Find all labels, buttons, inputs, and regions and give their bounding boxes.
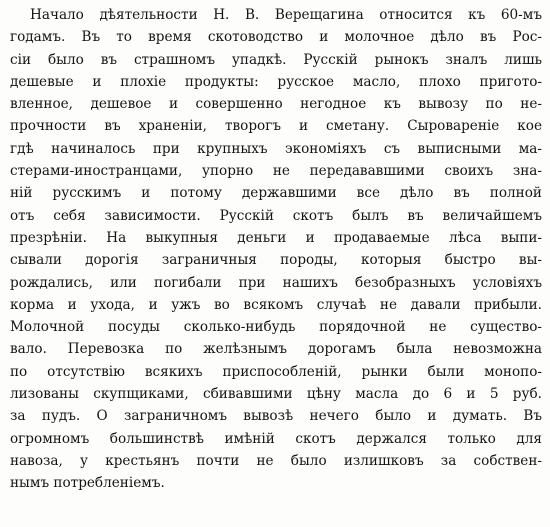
text-line: дешевые и плохіе продукты: русское масло, плохо пригото- bbox=[10, 73, 542, 90]
text-line: за пудъ. О заграничномъ вывозѣ нечего было и думать. Въ bbox=[10, 408, 542, 425]
text-line: стерами-иностранцами, упорно не передававшими своихъ зна- bbox=[10, 163, 542, 180]
text-line: прочности въ храненіи, творогъ и сметану. Сыровареніе кое bbox=[10, 118, 542, 135]
text-line: огромномъ большинствѣ имѣній скотъ держался только для bbox=[10, 430, 542, 447]
text-line: корма и ухода, и ужъ во всякомъ случаѣ не давали прибыли. bbox=[10, 296, 542, 313]
text-line: вленное, дешевое и совершенно негодное къ вывозу по не- bbox=[10, 96, 542, 113]
text-line: ній русскимъ и потому державшими все дѣло въ полной bbox=[10, 185, 542, 202]
paragraph bbox=[10, 4, 542, 495]
text-line: Молочной посуды сколько-нибудь порядочной не существо- bbox=[10, 319, 542, 336]
text-line: рождались, или погибали при нашихъ безобразныхъ условіяхъ bbox=[10, 274, 542, 291]
text-line: презрѣніи. На выкупныя деньги и продаваемые лѣса выпи- bbox=[10, 229, 542, 246]
text-line: навоза, у крестьянъ почти не было излишковъ за собствен- bbox=[10, 452, 542, 469]
text-line: гдѣ начиналось при крупныхъ экономіяхъ съ выписными ма- bbox=[10, 140, 542, 157]
text-line: годамъ. Въ то время скотоводство и молочное дѣло въ Рос- bbox=[10, 29, 542, 46]
text-line: сывали дорогія заграничныя породы, которыя быстро вы- bbox=[10, 252, 542, 269]
text-line: лизованы скупщиками, сбивавшими цѣну масла до 6 и 5 руб. bbox=[10, 386, 542, 403]
text-line: вало. Перевозка по желѣзнымъ дорогамъ была невозможна bbox=[10, 341, 542, 358]
text-line: отъ себя зависимости. Русскій скотъ былъ въ величайшемъ bbox=[10, 207, 542, 224]
text-line: нымъ потребленіемъ. bbox=[10, 475, 165, 492]
text-line: по отсутствію всякихъ приспособленій, рынки были монопо- bbox=[10, 363, 542, 380]
text-line: Начало дѣятельности Н. В. Верещагина относится къ 60-мъ bbox=[30, 7, 542, 23]
text-line: сіи было въ страшномъ упадкѣ. Русскій рынокъ зналъ лишь bbox=[10, 51, 542, 68]
